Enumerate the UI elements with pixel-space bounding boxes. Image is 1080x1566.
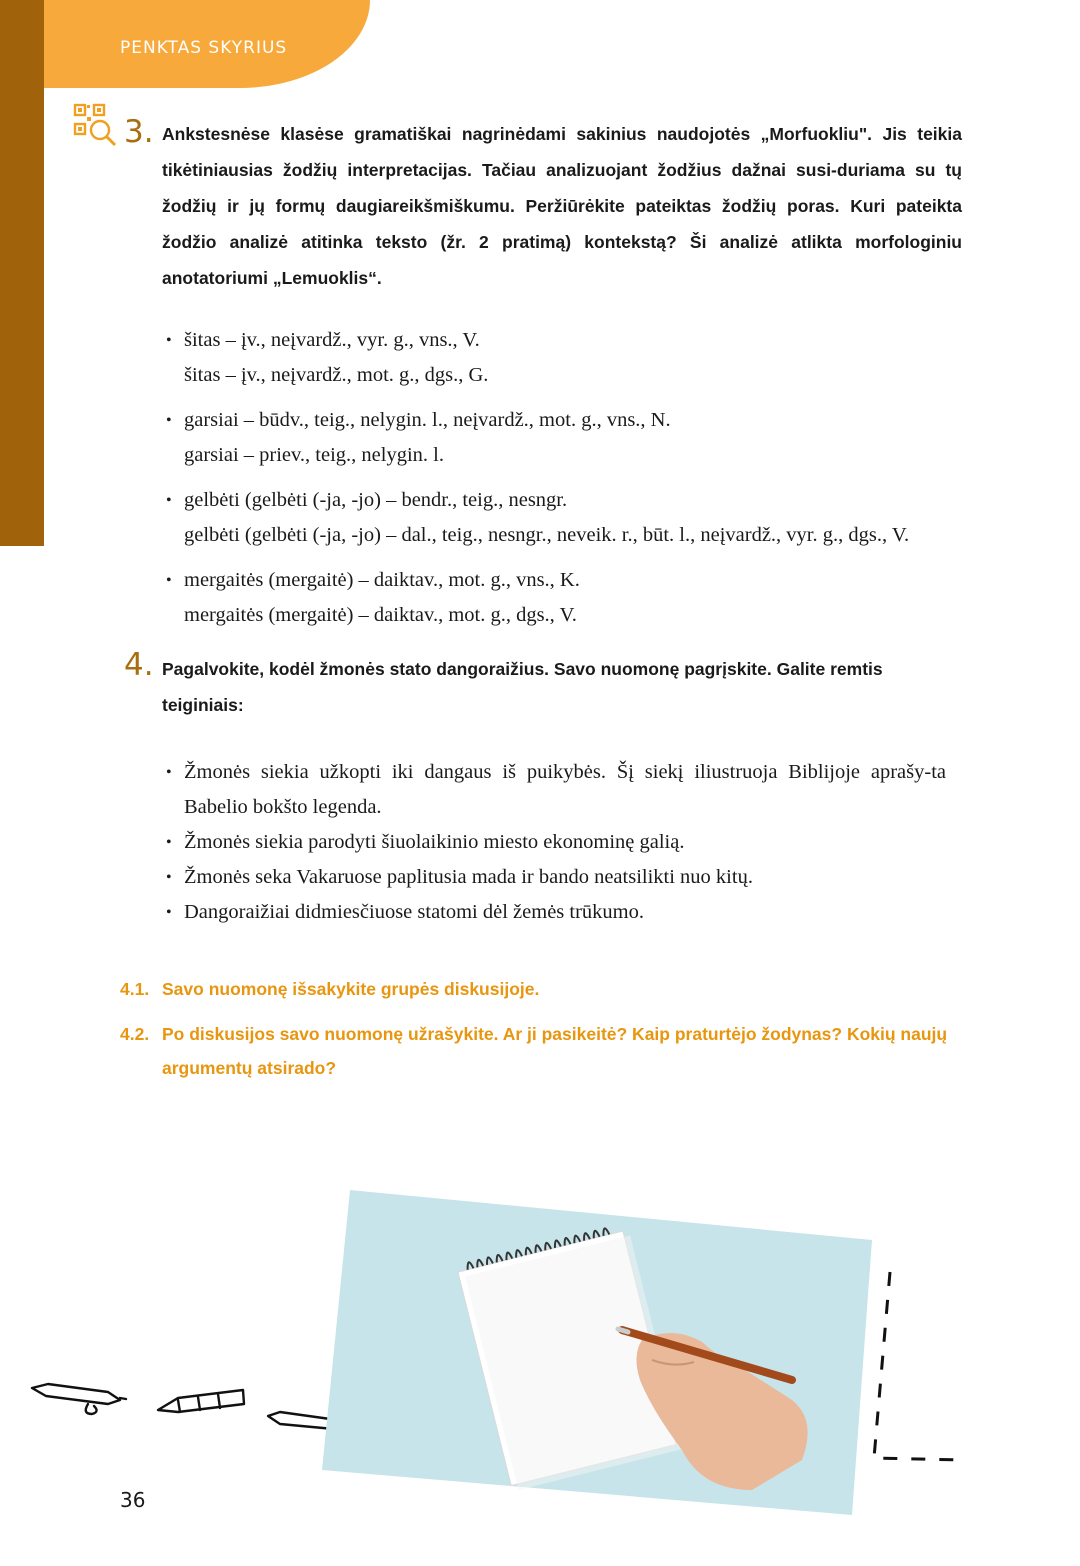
chapter-header-tab — [0, 0, 370, 88]
subtask-number: 4.2. — [120, 1024, 150, 1044]
page-number: 36 — [120, 1488, 146, 1512]
list-item: • Žmonės siekia parodyti šiuolaikinio miesto ekonominę galią. — [166, 831, 685, 853]
exercise-3-number: 3. — [124, 114, 154, 150]
list-item: • Žmonės siekia užkopti iki dangaus iš puikybės. Šį siekį iliustruoja Biblijoje aprašy-ta Babelio bokšto legenda. — [166, 761, 946, 818]
exercise-4-text: Pagalvokite, kodėl žmonės stato dangoraižius. Savo nuomonę pagrįskite. Galite remtis teiginiais: — [162, 659, 883, 715]
pair-analysis-a: mergaitės (mergaitė) – daiktav., mot. g., vns., K. — [184, 569, 580, 591]
qr-search-icon — [72, 102, 118, 148]
statement-text: Dangoraižiai didmiesčiuose statomi dėl žemės trūkumo. — [184, 901, 644, 923]
list-item: • mergaitės (mergaitė) – daiktav., mot. g., vns., K. mergaitės (mergaitė) – daiktav., mot. g., dgs., V. — [166, 563, 976, 633]
list-item: • gelbėti (gelbėti (-ja, -jo) – bendr., teig., nesngr. gelbėti (gelbėti (-ja, -jo) – dal., teig., nesngr., neveik. r., būt. l., neįvardž., vyr. g., dgs., V. — [166, 483, 976, 553]
subtask-4-1 — [120, 972, 970, 1006]
list-item: • šitas – įv., neįvardž., vyr. g., vns., V. šitas – įv., neįvardž., mot. g., dgs., G. — [166, 323, 976, 393]
subtask-4-2 — [120, 1017, 970, 1085]
word-pairs-list — [166, 323, 976, 643]
statement-text: Žmonės seka Vakaruose paplitusia mada ir bando neatsilikti nuo kitų. — [184, 866, 753, 888]
list-item: • Dangoraižiai didmiesčiuose statomi dėl žemės trūkumo. — [166, 901, 644, 923]
list-item: • garsiai – būdv., teig., nelygin. l., neįvardž., mot. g., vns., N. garsiai – priev., teig., nelygin. l. — [166, 403, 976, 473]
chapter-title: PENKTAS SKYRIUS — [120, 38, 288, 58]
statement-text: Žmonės siekia parodyti šiuolaikinio miesto ekonominę galią. — [184, 831, 685, 853]
exercise-4-number: 4. — [124, 647, 154, 683]
subtask-number: 4.1. — [120, 979, 150, 999]
pair-analysis-a: garsiai – būdv., teig., nelygin. l., neįvardž., mot. g., vns., N. — [184, 409, 671, 431]
list-item: • Žmonės seka Vakaruose paplitusia mada ir bando neatsilikti nuo kitų. — [166, 866, 753, 888]
statements-list — [166, 755, 946, 930]
notebook-writing-photo — [322, 1190, 887, 1515]
pair-analysis-b: mergaitės (mergaitė) – daiktav., mot. g., dgs., V. — [184, 604, 577, 626]
pair-analysis-b: šitas – įv., neįvardž., mot. g., dgs., G. — [184, 364, 489, 386]
pair-analysis-a: šitas – įv., neįvardž., vyr. g., vns., V. — [184, 329, 480, 351]
statement-text: Žmonės siekia užkopti iki dangaus iš puikybės. Šį siekį iliustruoja Biblijoje aprašy-ta Babelio bokšto legenda. — [184, 761, 946, 818]
subtask-text: Savo nuomonę išsakykite grupės diskusijoje. — [162, 979, 540, 999]
exercise-3-text: Ankstesnėse klasėse gramatiškai nagrinėdami sakinius naudojotės „Morfuokliu". Jis teikia tikėtiniausias žodžių interpretacijas. Tačiau analizuojant žodžius dažnai susi-duriama su tų žodžių ir jų formų daugiareikšmiškumu. Peržiūrėkite pateiktas žodžių poras. Kuri pateikta žodžio analizė atitinka teksto (žr. 2 pratimą) kontekstą? Ši analizė atlikta morfologiniu anotatoriumi „Lemuoklis“. — [162, 124, 962, 288]
subtask-text: Po diskusijos savo nuomonę užrašykite. Ar ji pasikeitė? Kaip praturtėjo žodynas? Kokių naujų argumentų atsirado? — [162, 1024, 948, 1078]
pair-analysis-b: garsiai – priev., teig., nelygin. l. — [184, 444, 444, 466]
side-stripe — [0, 0, 44, 546]
pair-analysis-b: gelbėti (gelbėti (-ja, -jo) – dal., teig., nesngr., neveik. r., būt. l., neįvardž., vyr. g., dgs., V. — [184, 524, 910, 546]
dashed-corner-lines — [868, 1268, 968, 1478]
pair-analysis-a: gelbėti (gelbėti (-ja, -jo) – bendr., teig., nesngr. — [184, 489, 568, 511]
